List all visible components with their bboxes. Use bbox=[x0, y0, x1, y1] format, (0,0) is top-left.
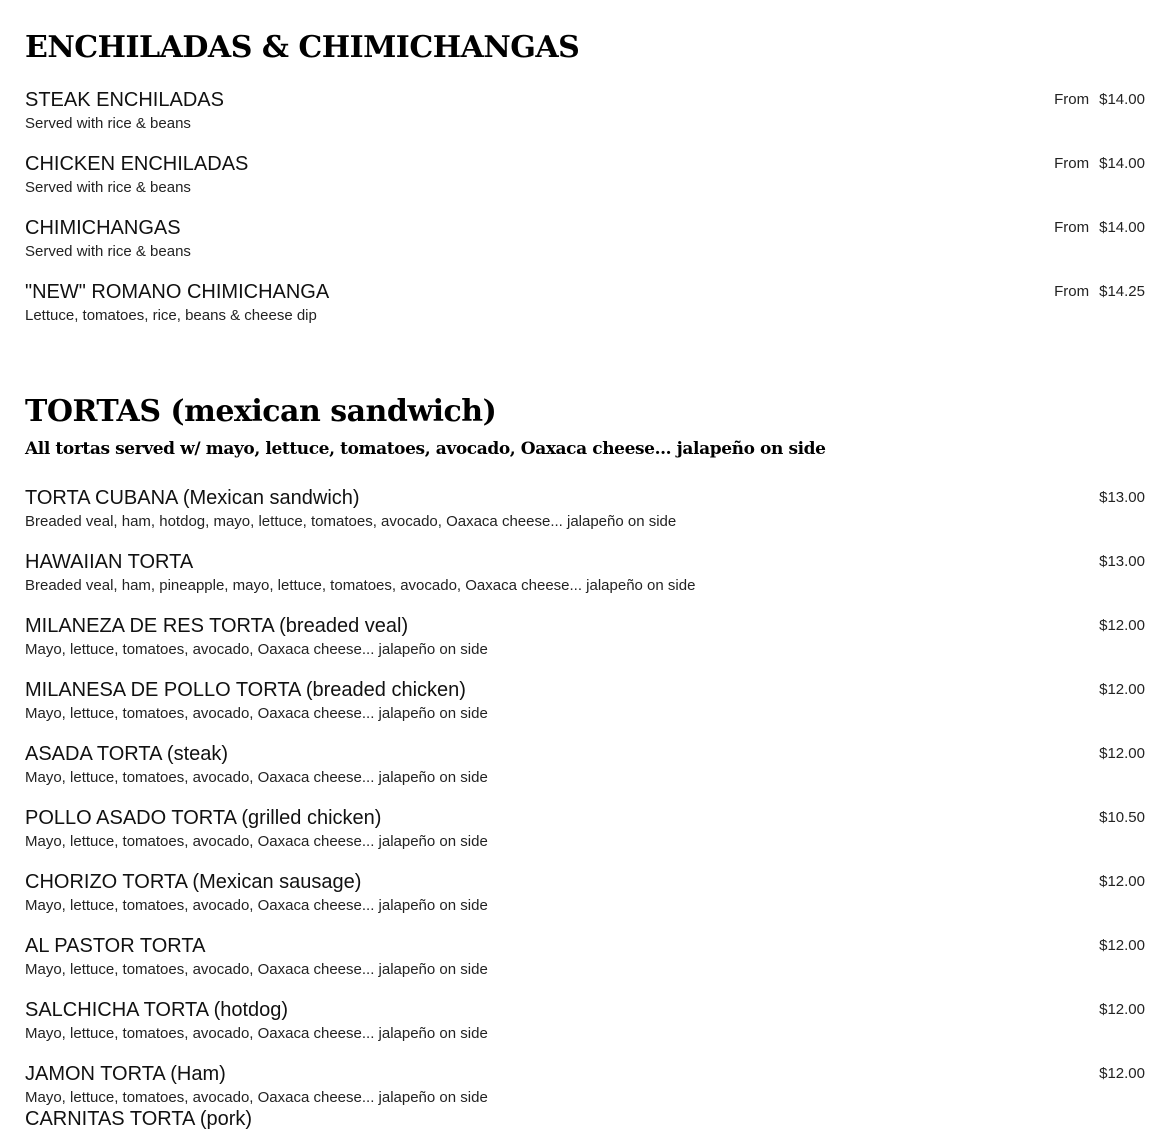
item-name: CARNITAS TORTA (pork) bbox=[25, 1108, 253, 1130]
item-price: $12.00 bbox=[1099, 681, 1145, 698]
menu-item bbox=[25, 742, 1145, 806]
item-description: Mayo, lettuce, tomatoes, avocado, Oaxaca cheese... jalapeño on side bbox=[25, 769, 488, 786]
menu-item bbox=[25, 216, 1145, 280]
item-name: TORTA CUBANA (Mexican sandwich) bbox=[25, 487, 360, 509]
item-price bbox=[1054, 218, 1145, 238]
item-description: Mayo, lettuce, tomatoes, avocado, Oaxaca cheese... jalapeño on side bbox=[25, 961, 488, 978]
item-price: $12.00 bbox=[1099, 1001, 1145, 1018]
menu-item bbox=[25, 88, 1145, 152]
cut-off-menu-item bbox=[25, 1108, 265, 1130]
item-description: Served with rice & beans bbox=[25, 179, 191, 196]
item-price: $10.50 bbox=[1099, 809, 1145, 826]
price-value: $14.00 bbox=[1099, 155, 1145, 172]
item-description: Served with rice & beans bbox=[25, 243, 191, 260]
item-name: CHORIZO TORTA (Mexican sausage) bbox=[25, 871, 362, 893]
item-price: $13.00 bbox=[1099, 489, 1145, 506]
item-name: POLLO ASADO TORTA (grilled chicken) bbox=[25, 807, 382, 829]
item-name: HAWAIIAN TORTA bbox=[25, 551, 194, 573]
item-description: Mayo, lettuce, tomatoes, avocado, Oaxaca cheese... jalapeño on side bbox=[25, 897, 488, 914]
item-price bbox=[1054, 90, 1145, 110]
item-price: $12.00 bbox=[1099, 937, 1145, 954]
item-price: $13.00 bbox=[1099, 553, 1145, 570]
menu-item bbox=[25, 934, 1145, 998]
item-description: Lettuce, tomatoes, rice, beans & cheese dip bbox=[25, 307, 317, 324]
item-name: "NEW" ROMANO CHIMICHANGA bbox=[25, 281, 330, 303]
menu-item bbox=[25, 550, 1145, 614]
item-price: $12.00 bbox=[1099, 745, 1145, 762]
menu-item bbox=[25, 806, 1145, 870]
item-price bbox=[1054, 154, 1145, 174]
section-title: TORTAS (mexican sandwich) bbox=[25, 394, 497, 429]
price-prefix: From bbox=[1054, 91, 1090, 108]
price-value: $14.00 bbox=[1099, 219, 1145, 236]
item-name: CHIMICHANGAS bbox=[25, 217, 181, 239]
item-price: $12.00 bbox=[1099, 873, 1145, 890]
price-value: $14.25 bbox=[1099, 283, 1145, 300]
item-name: JAMON TORTA (Ham) bbox=[25, 1063, 226, 1085]
item-description: Breaded veal, ham, pineapple, mayo, lettuce, tomatoes, avocado, Oaxaca cheese... jalapeño on side bbox=[25, 577, 696, 594]
item-description: Mayo, lettuce, tomatoes, avocado, Oaxaca cheese... jalapeño on side bbox=[25, 1089, 488, 1106]
section-tortas bbox=[25, 394, 1145, 1126]
item-description: Mayo, lettuce, tomatoes, avocado, Oaxaca cheese... jalapeño on side bbox=[25, 833, 488, 850]
item-name: ASADA TORTA (steak) bbox=[25, 743, 229, 765]
section-title: ENCHILADAS & CHIMICHANGAS bbox=[25, 30, 580, 65]
menu-item bbox=[25, 998, 1145, 1062]
price-value: $14.00 bbox=[1099, 91, 1145, 108]
item-description: Mayo, lettuce, tomatoes, avocado, Oaxaca cheese... jalapeño on side bbox=[25, 705, 488, 722]
item-price bbox=[1054, 282, 1145, 302]
menu-item bbox=[25, 280, 1145, 344]
item-name: MILANEZA DE RES TORTA (breaded veal) bbox=[25, 615, 409, 637]
section-enchiladas bbox=[25, 30, 1145, 344]
price-prefix: From bbox=[1054, 283, 1090, 300]
item-description: Mayo, lettuce, tomatoes, avocado, Oaxaca cheese... jalapeño on side bbox=[25, 641, 488, 658]
price-prefix: From bbox=[1054, 155, 1090, 172]
menu-item bbox=[25, 152, 1145, 216]
menu-item bbox=[25, 678, 1145, 742]
item-name: AL PASTOR TORTA bbox=[25, 935, 206, 957]
item-name: STEAK ENCHILADAS bbox=[25, 89, 224, 111]
item-name: MILANESA DE POLLO TORTA (breaded chicken) bbox=[25, 679, 466, 701]
item-price: $12.00 bbox=[1099, 1065, 1145, 1082]
menu-item bbox=[25, 870, 1145, 934]
item-name: CHICKEN ENCHILADAS bbox=[25, 153, 249, 175]
menu-item bbox=[25, 486, 1145, 550]
menu-item bbox=[25, 614, 1145, 678]
item-price: $12.00 bbox=[1099, 617, 1145, 634]
item-name: SALCHICHA TORTA (hotdog) bbox=[25, 999, 289, 1021]
item-description: Breaded veal, ham, hotdog, mayo, lettuce, tomatoes, avocado, Oaxaca cheese... jalapeño on side bbox=[25, 513, 677, 530]
item-description: Mayo, lettuce, tomatoes, avocado, Oaxaca cheese... jalapeño on side bbox=[25, 1025, 488, 1042]
section-note: All tortas served w/ mayo, lettuce, tomatoes, avocado, Oaxaca cheese... jalapeño on side bbox=[25, 439, 826, 459]
price-prefix: From bbox=[1054, 219, 1090, 236]
item-description: Served with rice & beans bbox=[25, 115, 191, 132]
